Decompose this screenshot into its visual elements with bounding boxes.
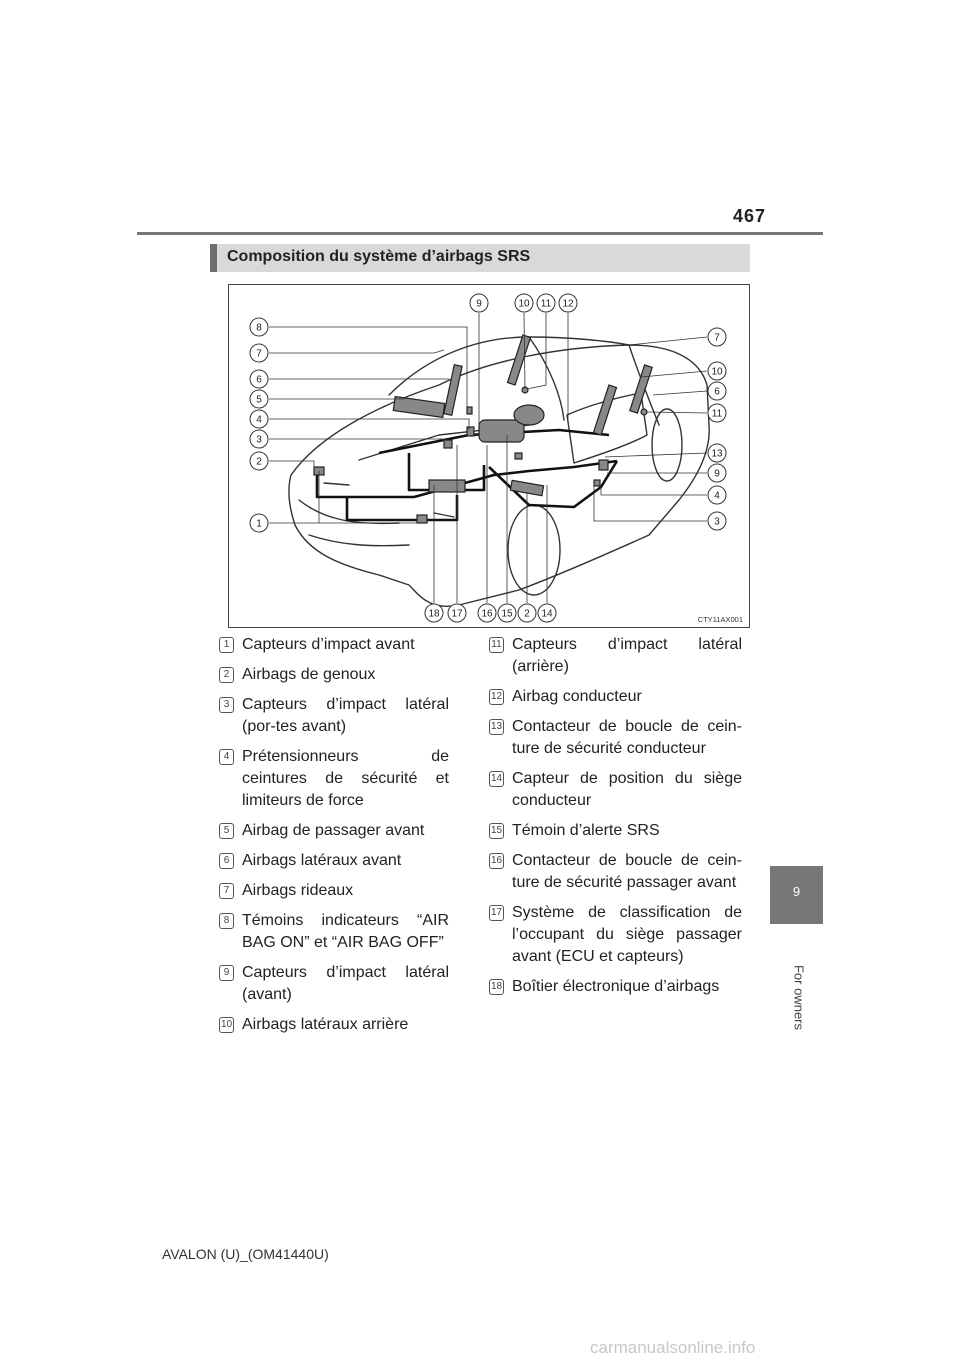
legend-item xyxy=(219,634,449,656)
legend-item xyxy=(219,664,449,686)
item-number: 9 xyxy=(219,965,234,981)
callout-top-2: 10 xyxy=(518,298,530,310)
chapter-tab xyxy=(770,866,823,924)
item-number: 8 xyxy=(219,913,234,929)
item-text: Capteurs d’impact latéral (arrière) xyxy=(512,636,742,675)
callout-bottom-3: 16 xyxy=(481,608,493,620)
callout-bottom-4: 15 xyxy=(501,608,513,620)
item-text: Contacteur de boucle de cein-ture de sécurité conducteur xyxy=(512,718,742,757)
callout-left-6: 3 xyxy=(256,434,262,446)
legend-item xyxy=(219,962,449,1006)
legend-item xyxy=(219,694,449,738)
item-number: 14 xyxy=(489,771,504,787)
item-number: 6 xyxy=(219,853,234,869)
item-number: 11 xyxy=(489,637,504,653)
legend-item xyxy=(489,716,742,760)
item-number: 10 xyxy=(219,1017,234,1033)
callout-right-6: 9 xyxy=(714,468,720,480)
item-text: Airbag de passager avant xyxy=(242,822,425,839)
item-text: Capteurs d’impact avant xyxy=(242,636,415,653)
callout-right-5: 13 xyxy=(711,448,723,460)
legend-item xyxy=(219,880,449,902)
section-header xyxy=(210,244,750,272)
page-number: 467 xyxy=(732,206,766,226)
item-number: 7 xyxy=(219,883,234,899)
item-text: Airbags latéraux avant xyxy=(242,852,402,869)
item-text: Capteurs d’impact latéral (avant) xyxy=(242,964,449,1003)
item-text: Témoins indicateurs “AIR BAG ON” et “AIR BAG OFF” xyxy=(242,912,449,951)
item-number: 13 xyxy=(489,719,504,735)
chapter-label xyxy=(789,940,807,1060)
item-text: Capteur de position du siège conducteur xyxy=(512,770,742,809)
legend-item xyxy=(219,850,449,872)
section-title: Composition du système d’airbags SRS xyxy=(227,248,531,265)
callout-circles xyxy=(250,294,726,622)
callout-left-5: 4 xyxy=(256,414,262,426)
watermark: carmanualsonline.info xyxy=(590,1338,756,1357)
callout-top-4: 12 xyxy=(562,298,574,310)
chapter-number: 9 xyxy=(792,884,801,899)
callout-bottom-5: 2 xyxy=(524,608,530,620)
item-text: Capteurs d’impact latéral (por-tes avant) xyxy=(242,696,449,735)
legend-item xyxy=(489,902,742,968)
callout-bottom-2: 17 xyxy=(451,608,463,620)
item-text: Airbag conducteur xyxy=(512,688,642,705)
legend-item xyxy=(489,768,742,812)
legend-item xyxy=(219,910,449,954)
item-text: Boîtier électronique d’airbags xyxy=(512,978,720,995)
item-number: 2 xyxy=(219,667,234,683)
callout-left-7: 2 xyxy=(256,456,262,468)
callout-top-3: 11 xyxy=(540,298,552,310)
header-rule xyxy=(137,232,823,235)
item-number: 3 xyxy=(219,697,234,713)
legend-item xyxy=(489,686,742,708)
item-number: 16 xyxy=(489,853,504,869)
item-text: Airbags de genoux xyxy=(242,666,376,683)
legend-item xyxy=(489,850,742,894)
item-number: 4 xyxy=(219,749,234,765)
item-text: Airbags rideaux xyxy=(242,882,354,899)
chapter-label-text: For owners xyxy=(791,964,807,1031)
item-number: 1 xyxy=(219,637,234,653)
callout-left-1: 8 xyxy=(256,322,262,334)
callout-bottom-1: 18 xyxy=(428,608,440,620)
wiring-harness xyxy=(317,430,617,520)
callout-right-3: 6 xyxy=(714,386,720,398)
callout-left-8: 1 xyxy=(256,518,262,530)
callout-left-2: 7 xyxy=(256,348,262,360)
figure-code: CTY11AX001 xyxy=(697,615,743,624)
callout-right-8: 3 xyxy=(714,516,720,528)
car-illustration xyxy=(229,285,748,626)
legend-item xyxy=(219,1014,449,1036)
callout-markers xyxy=(250,294,726,622)
callout-right-4: 11 xyxy=(711,408,723,420)
item-number: 15 xyxy=(489,823,504,839)
item-number: 5 xyxy=(219,823,234,839)
item-text: Témoin d’alerte SRS xyxy=(512,822,660,839)
legend-item xyxy=(219,746,449,812)
callout-right-2: 10 xyxy=(711,366,723,378)
legend-item xyxy=(489,976,742,998)
footer-manual-code: AVALON (U)_(OM41440U) xyxy=(162,1246,329,1262)
item-number: 18 xyxy=(489,979,504,995)
callout-left-3: 6 xyxy=(256,374,262,386)
callout-right-7: 4 xyxy=(714,490,720,502)
legend-item xyxy=(489,820,742,842)
callout-top-1: 9 xyxy=(476,298,482,310)
leader-lines xyxy=(269,313,707,603)
airbag-system-diagram xyxy=(228,284,750,628)
callout-left-4: 5 xyxy=(256,394,262,406)
item-text: Airbags latéraux arrière xyxy=(242,1016,409,1033)
item-number: 12 xyxy=(489,689,504,705)
callout-bottom-6: 14 xyxy=(541,608,553,620)
legend-right-column xyxy=(489,634,742,1006)
legend-item xyxy=(219,820,449,842)
item-text: Contacteur de boucle de cein-ture de sécurité passager avant xyxy=(512,852,742,891)
callout-right-1: 7 xyxy=(714,332,720,344)
legend-left-column xyxy=(219,634,449,1044)
item-text: Prétensionneurs de ceintures de sécurité et limiteurs de force xyxy=(242,748,449,809)
legend-item xyxy=(489,634,742,678)
item-text: Système de classification de l’occupant du siège passager avant (ECU et capteurs) xyxy=(512,904,742,965)
item-number: 17 xyxy=(489,905,504,921)
